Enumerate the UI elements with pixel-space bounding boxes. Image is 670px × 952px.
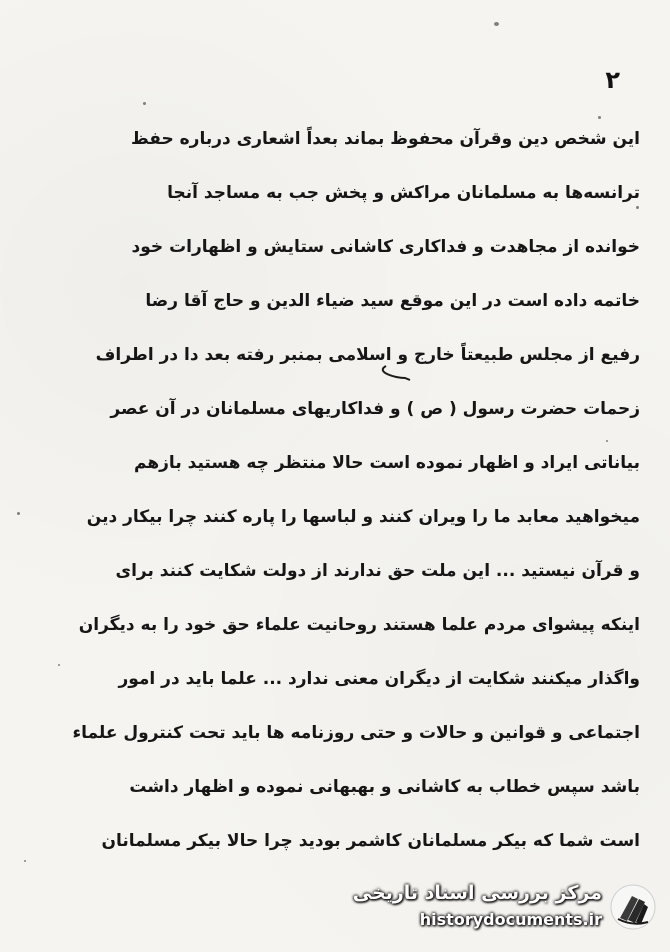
- text-line: زحمات حضرت رسول ( ص ) و فداکاریهای مسلمانان در آن عصر: [110, 399, 640, 419]
- text-line: واگذار میکنند شکایت از دیگران معنی ندارد ... علما باید در امور: [118, 669, 640, 689]
- text-line: خاتمه داده است در این موقع سید ضیاء الدین و حاج آقا رضا: [145, 291, 640, 311]
- text-line: باشد سپس خطاب به کاشانی و بهبهانی نموده و اظهار داشت: [129, 777, 640, 797]
- text-line: اینکه پیشوای مردم علما هستند روحانیت علماء حق خود را به دیگران: [78, 615, 640, 635]
- scan-speck: [17, 512, 20, 515]
- watermark-website: historydocuments.ir: [419, 910, 602, 929]
- scan-speck: [636, 206, 639, 209]
- book-stack-icon: [608, 882, 658, 932]
- scan-speck: [606, 440, 608, 442]
- watermark-title: مرکز بررسی اسناد تاریخی: [352, 882, 602, 904]
- scan-speck: [143, 102, 146, 105]
- text-line: ترانسه‌ها به مسلمانان مراکش و پخش جب به مساجد آنجا: [167, 183, 640, 203]
- page-number: ٢: [605, 66, 620, 94]
- scan-speck: [494, 22, 499, 26]
- text-line: رفیع از مجلس طبیعتاً خارج و اسلامی بمنبر رفته بعد دا در اطراف: [95, 345, 640, 365]
- text-line: و قرآن نیستید ... این ملت حق ندارند از دولت شکایت کنند برای: [115, 561, 640, 581]
- scan-speck: [58, 664, 60, 666]
- text-line: است شما که بیکر مسلمانان کاشمر بودید چرا حالا بیکر مسلمانان: [101, 831, 640, 851]
- text-line: بیاناتی ایراد و اظهار نموده است حالا منتظر چه هستید بازهم: [134, 453, 640, 473]
- text-line: اجتماعی و قوانین و حالات و حتی روزنامه ها باید تحت کنترول علماء: [72, 723, 640, 743]
- scan-speck: [598, 116, 601, 119]
- text-line: خوانده از مجاهدت و فداکاری کاشانی ستایش و اظهارات خود: [131, 237, 640, 257]
- text-line: میخواهید معابد ما را ویران کنند و لباسها را پاره کنند چرا بیکار دین: [86, 507, 640, 527]
- archive-watermark: [352, 878, 658, 938]
- text-line: این شخص دین وقرآن محفوظ بماند بعداً اشعاری درباره حفظ: [131, 129, 640, 149]
- scan-speck: [24, 860, 26, 862]
